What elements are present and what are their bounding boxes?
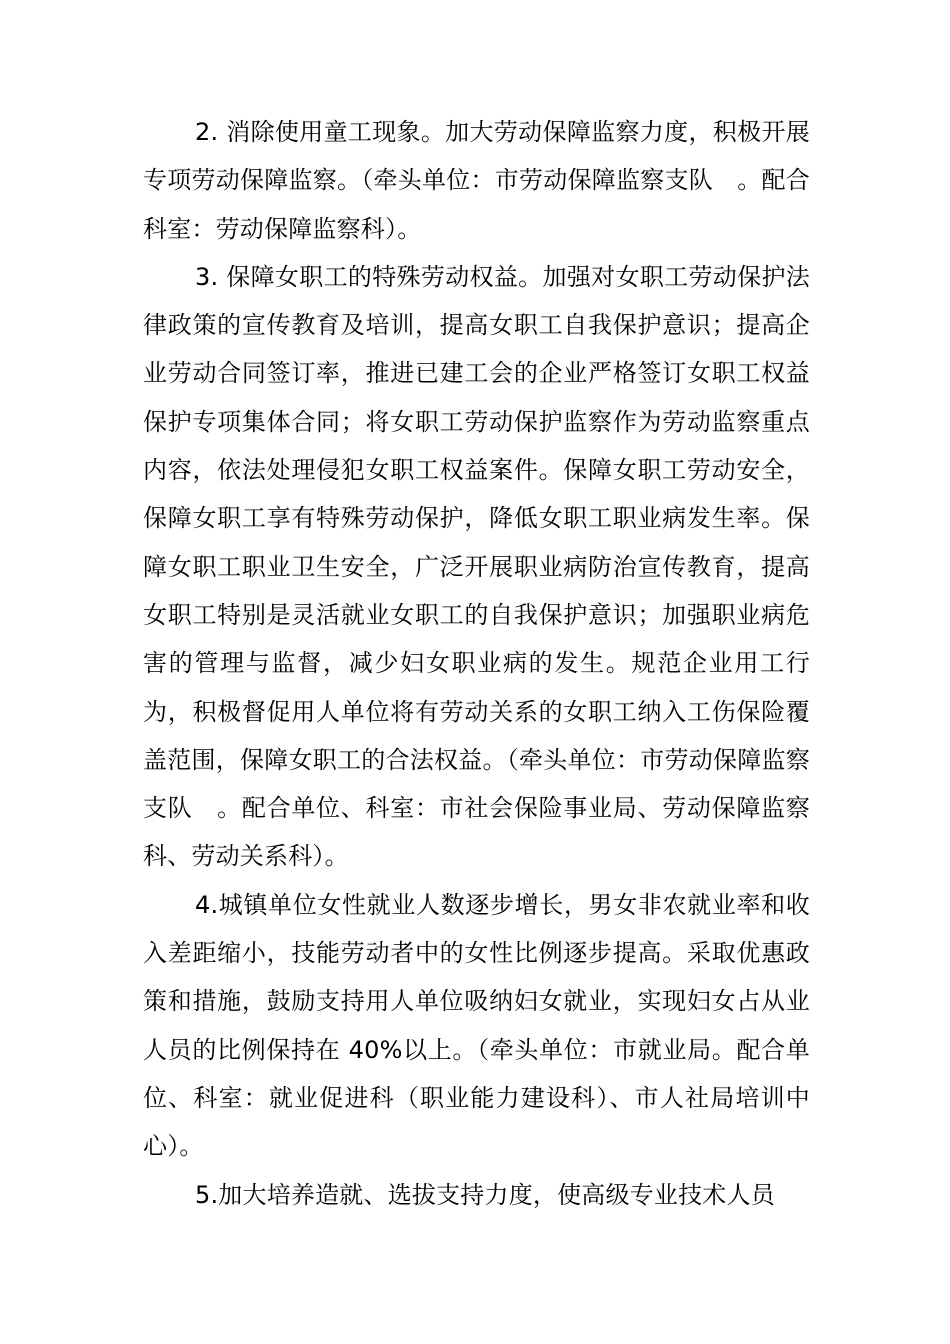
paragraph-item-5: 5.加大培养造就、选拔支持力度，使高级专业技术人员 [195,1180,775,1209]
paragraph-item-3: 3. 保障女职工的特殊劳动权益。加强对女职工劳动保护法律政策的宣传教育及培训，提高女职工自我保护意识；提高企业劳动合同签订率，推进已建工会的企业严格签订女职工权益保护专项集体合同；将女职工劳动保护监察作为劳动监察重点内容，依法处理侵犯女职工权益案件。保障女职工劳动安全，保障女职工享有特殊劳动保护，降低女职工职业病发生率。保障女职工职业卫生安全，广泛开展职业病防治宣传教育，提高女职工特别是灵活就业女职工的自我保护意识；加强职业病危害的管理与监督，减少妇女职业病的发生。规范企业用工行为，积极督促用人单位将有劳动关系的女职工纳入工伤保险覆盖范围，保障女职工的合法权益。（牵头单位：市劳动保障监察支队 。配合单位、科室：市社会保险事业局、劳动保障监察科、劳动关系科）。 [143,262,810,871]
paragraph-item-2: 2. 消除使用童工现象。加大劳动保障监察力度，积极开展专项劳动保障监察。（牵头单位：市劳动保障监察支队 。配合科室：劳动保障监察科）。 [143,118,810,243]
paragraph-item-4: 4.城镇单位女性就业人数逐步增长，男女非农就业率和收入差距缩小，技能劳动者中的女性比例逐步提高。采取优惠政策和措施，鼓励支持用人单位吸纳妇女就业，实现妇女占从业人员的比例保持在 40%以上。（牵头单位：市就业局。配合单位、科室：就业促进科（职业能力建设科）、市人社局培训中心）。 [143,890,810,1161]
document-body [143,108,810,1219]
